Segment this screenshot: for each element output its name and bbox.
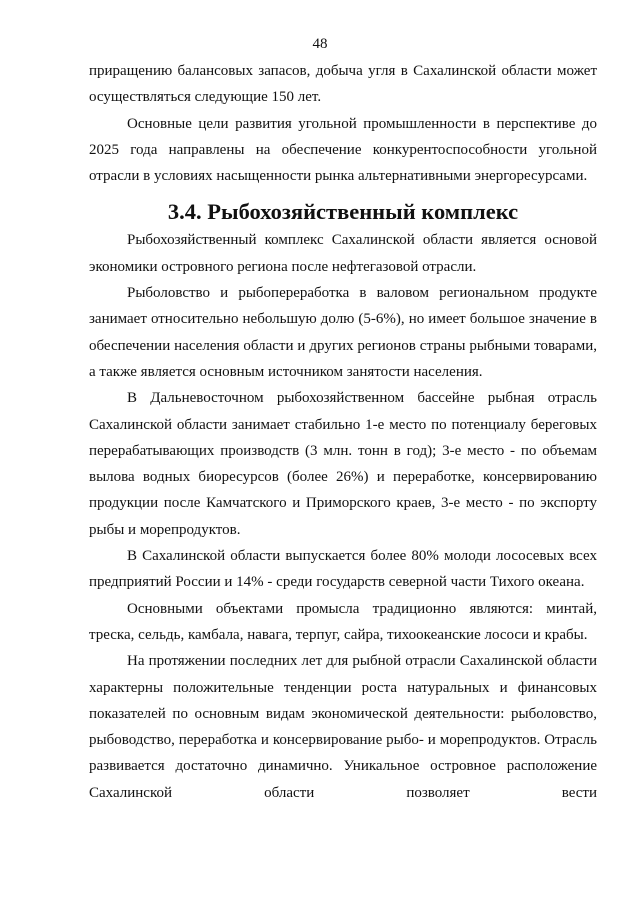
paragraph-salmon-fry: В Сахалинской области выпускается более 80% молоди лососевых всех предприятий России и 14% - среди государств северной части Тихого океана. [89,548,597,591]
paragraph-fishing-objects: Основными объектами промысла традиционно являются: минтай, треска, сельдь, камбала, навага, терпуг, сайра, тихоокеанские лососи и крабы. [89,600,597,643]
paragraph-far-east-basin: В Дальневосточном рыбохозяйственном бассейне рыбная отрасль Сахалинской области занимает стабильно 1-е место по потенциалу береговых перерабатывающих производств (3 млн. тонн в год); 3-е место - по объемам вылова водных биоресурсов (более 26%) и переработке, консервированию продукции после Камчатского и Приморского краев, 3-е место - по экспорту рыбы и морепродуктов. [89,390,597,538]
paragraph-recent-trends: На протяжении последних лет для рыбной отрасли Сахалинской области характерны положительные тенденции роста натуральных и финансовых показателей по основным видам экономической деятельности: рыболовство, рыбоводство, переработка и консервирование рыбо- и морепродуктов. Отрасль развивается достаточно динамично. Уникальное островное расположение Сахалинской области позволяет вести [89,653,597,801]
paragraph-coal-reserves: приращению балансовых запасов, добыча угля в Сахалинской области может осуществляться следующие 150 лет. [89,63,597,106]
paragraph-fishery-basis: Рыбохозяйственный комплекс Сахалинской области является основой экономики островного региона после нефтегазовой отрасли. [89,232,597,275]
section-heading: 3.4. Рыбохозяйственный комплекс [167,199,519,225]
paragraph-coal-goals: Основные цели развития угольной промышленности в перспективе до 2025 года направлены на обеспечение конкурентоспособности угольной отрасли в условиях насыщенности рынка альтернативными энергоресурсами. [89,115,597,185]
page-content [89,58,597,806]
paragraph-fishing-share: Рыболовство и рыбопереработка в валовом региональном продукте занимает относительно небольшую долю (5-6%), но имеет большое значение в обеспечении населения области и других регионов страны рыбными товарами, а также является основным источником занятости населения. [89,285,597,380]
page-number: 48 [312,36,328,52]
